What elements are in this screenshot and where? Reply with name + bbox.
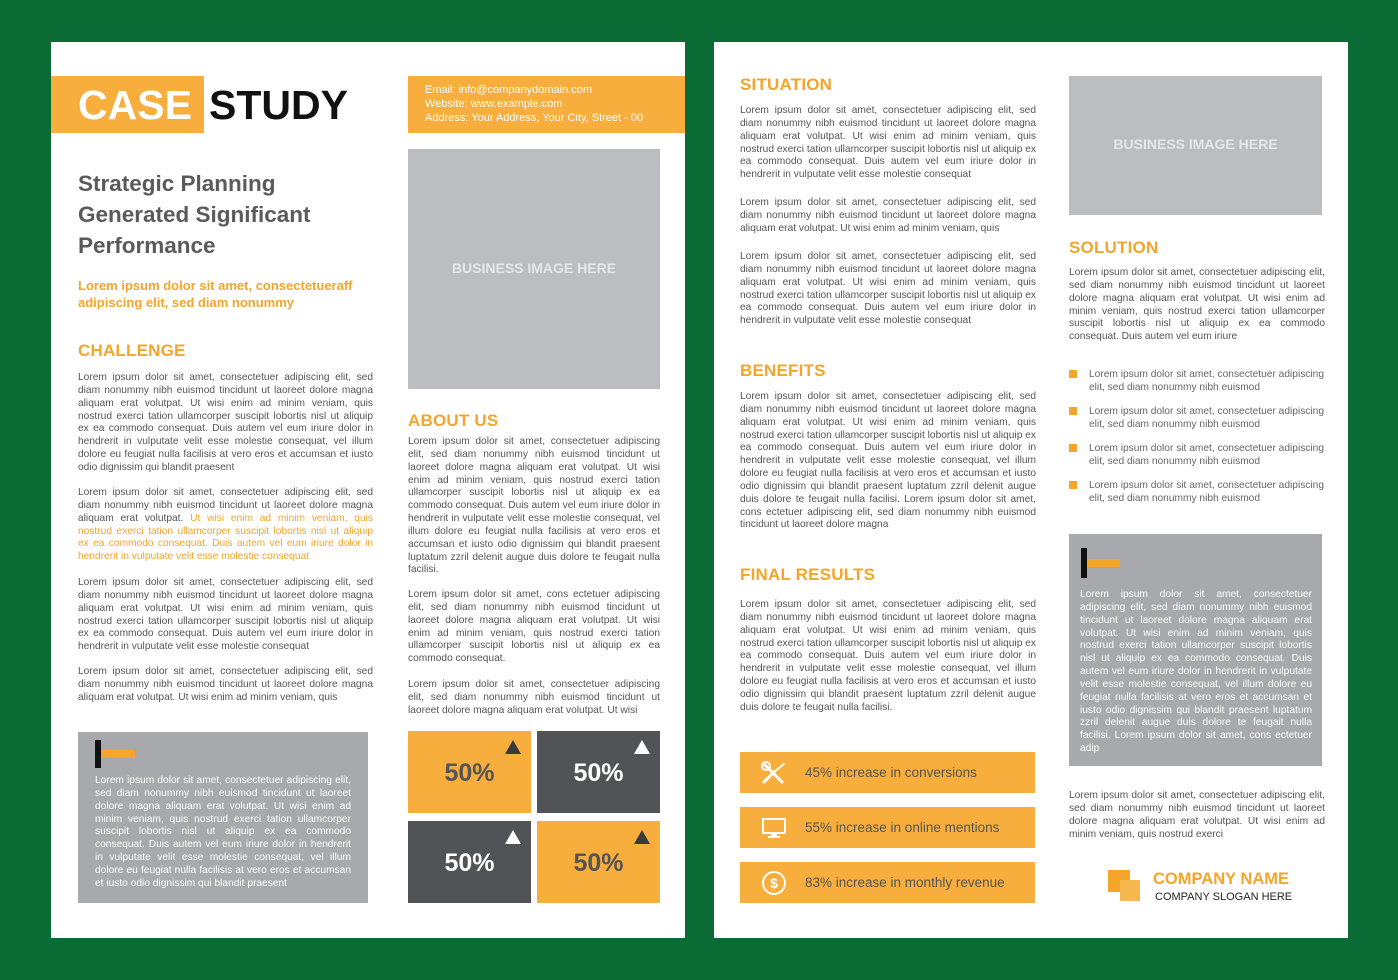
about-paragraph-2: Lorem ipsum dolor sit amet, cons ectetuer adipiscing elit, sed diam nonummy nibh euismod tincidunt ut laoreet dolore magna aliquam erat volutpat. Ut wisi enim ad minim veniam, quis nostrud exerci tation ullamcorper suscipit lobortis nisl ut aliquip ex ea commodo consequat. xyxy=(408,589,660,665)
up-triangle-icon xyxy=(505,830,521,844)
quote-mark-bar xyxy=(1087,559,1120,567)
stat-bar-conversions-label: 45% increase in conversions xyxy=(805,765,977,780)
final-results-paragraph: Lorem ipsum dolor sit amet, consectetuer adipiscing elit, sed diam nonummy nibh euismod tincidunt ut laoreet dolore magna aliquam erat volutpat. Ut wisi enim ad minim veniam, quis nostrud exerci tation ullamcorper suscipit lobortis nisl ut aliquip ex ea commodo consequat. Duis autem vel eum iriure dolor in hendrerit in vulputate velit esse molestie consequat, vel illum dolore eu feugiat nulla facilisis at vero eros et accumsan et iusto odio dignissim qui blandit praesent luptatum zzril delenit augue duis dolore te feugait nulla facilisi. xyxy=(740,599,1036,713)
benefits-paragraph: Lorem ipsum dolor sit amet, consectetuer adipiscing elit, sed diam nonummy nibh euismod tincidunt ut laoreet dolore magna aliquam erat volutpat. Ut wisi enim ad minim veniam, quis nostrud exerci tation ullamcorper suscipit lobortis nisl ut aliquip ex ea commodo consequat. Duis autem vel eum iriure dolor in hendrerit in vulputate velit esse molestie consequat, vel illum dolore eu feugiat nulla facilisis at vero eros et accumsan et iusto odio dignissim qui blandit praesent luptatum zzril delenit augue duis dolore te feugait nulla facilisi. Lorem ipsum dolor sit amet, cons ectetuer adipiscing elit, sed diam nonummy nibh euismod tincidunt ut laoreet dolore magna xyxy=(740,391,1036,531)
title-study: STUDY xyxy=(209,82,348,128)
quote-mark-bar xyxy=(101,750,135,758)
up-triangle-icon xyxy=(634,830,650,844)
dollar-coin-icon xyxy=(760,870,788,896)
business-image-right xyxy=(1069,76,1322,215)
about-paragraph-3: Lorem ipsum dolor sit amet, consectetuer adipiscing elit, sed diam nonummy nibh euismod tincidunt ut laoreet dolore magna aliquam erat volutpat. Ut wisi xyxy=(408,679,660,716)
subhead xyxy=(78,277,353,311)
stat-bar-revenue-label: 83% increase in monthly revenue xyxy=(805,875,1005,890)
challenge-paragraph-2 xyxy=(78,487,373,564)
bullet-square-icon xyxy=(1069,481,1077,489)
headline xyxy=(78,168,311,261)
company-logo-icon xyxy=(1108,870,1142,902)
headline-line-3: Performance xyxy=(78,233,216,258)
situation-paragraph-3: Lorem ipsum dolor sit amet, consectetuer adipiscing elit, sed diam nonummy nibh euismod tincidunt ut laoreet dolore magna aliquam erat volutpat. Ut wisi enim ad minim veniam, quis nostrud exerci tation ullamcorper suscipit lobortis nisl ut aliquip ex ea commodo consequat. Duis autem vel eum iriure dolor in hendrerit in vulputate velit esse molestie consequat xyxy=(740,251,1036,327)
about-title: ABOUT US xyxy=(408,411,499,430)
stat-bar-revenue xyxy=(740,862,1035,903)
challenge-paragraph-1: Lorem ipsum dolor sit amet, consectetuer adipiscing elit, sed diam nonummy nibh euismod tincidunt ut laoreet dolore magna aliquam erat volutpat. Ut wisi enim ad minim veniam, quis nostrud exerci tation ullamcorper suscipit lobortis nisl ut aliquip ex ea commodo consequat. Duis autem vel eum iriure dolor in hendrerit in vulputate velit esse molestie consequat, vel illum dolore eu feugiat nulla facilisis at vero eros et accumsan et iusto odio dignissim qui blandit praesent xyxy=(78,372,373,473)
stat-tile-3-value: 50% xyxy=(444,849,495,877)
situation-paragraph-2: Lorem ipsum dolor sit amet, consectetuer adipiscing elit, sed diam nonummy nibh euismod tincidunt ut laoreet dolore magna aliquam erat volutpat. Ut wisi enim ad minim veniam, quis xyxy=(740,197,1036,234)
up-triangle-icon xyxy=(505,740,521,754)
solution-bullet-2: Lorem ipsum dolor sit amet, consectetuer adipiscing elit, sed diam nonummy nibh euismod xyxy=(1089,406,1324,430)
quote-box-right xyxy=(1069,534,1322,766)
subhead-line-1: Lorem ipsum dolor sit amet, consectetueraff xyxy=(78,278,353,293)
situation-paragraph-1: Lorem ipsum dolor sit amet, consectetuer adipiscing elit, sed diam nonummy nibh euismod tincidunt ut laoreet dolore magna aliquam erat volutpat. Ut wisi enim ad minim veniam, quis nostrud exerci tation ullamcorper suscipit lobortis nisl ut aliquip ex ea commodo consequat. Duis autem vel eum iriure dolor in hendrerit in vulputate velit esse molestie consequat xyxy=(740,105,1036,181)
challenge-paragraph-2-plain: Lorem ipsum dolor sit amet, consectetuer adipiscing elit, sed diam nonummy nibh euismod tincidunt ut laoreet dolore magna aliquam erat volutpat. xyxy=(78,487,373,524)
up-triangle-icon xyxy=(634,740,650,754)
subhead-line-2: adipiscing elit, sed diam nonummy xyxy=(78,295,294,310)
stat-tile-2 xyxy=(537,731,660,813)
solution-bullet-4: Lorem ipsum dolor sit amet, consectetuer adipiscing elit, sed diam nonummy nibh euismod xyxy=(1089,480,1324,504)
stat-tile-1 xyxy=(408,731,531,813)
monitor-icon xyxy=(760,815,788,841)
stat-tile-2-value: 50% xyxy=(573,759,624,787)
business-image-left-label: BUSINESS IMAGE HERE xyxy=(451,260,617,276)
contact-website: Website: www.example.com xyxy=(425,98,563,110)
stat-tile-1-value: 50% xyxy=(444,759,495,787)
stat-bar-conversions xyxy=(740,752,1035,793)
bullet-square-icon xyxy=(1069,370,1077,378)
solution-bullet-1: Lorem ipsum dolor sit amet, consectetuer adipiscing elit, sed diam nonummy nibh euismod xyxy=(1089,369,1324,393)
challenge-paragraph-2-highlight: Ut wisi enim ad minim veniam, quis nostrud exerci tation ullamcorper suscipit lobortis nisl ut aliquip ex ea commodo consequat. Duis autem vel eum iriure dolor in hendrerit in vulputate velit esse molestie consequat xyxy=(78,512,373,563)
challenge-paragraph-4: Lorem ipsum dolor sit amet, consectetuer adipiscing elit, sed diam nonummy nibh euismod tincidunt ut laoreet dolore magna aliquam erat volutpat. Ut wisi enim ad minim veniam, quis xyxy=(78,666,373,703)
about-paragraph-1: Lorem ipsum dolor sit amet, consectetuer adipiscing elit, sed diam nonummy nibh euismod tincidunt ut laoreet dolore magna aliquam erat volutpat. Ut wisi enim ad minim veniam, quis nostrud exerci tation ullamcorper suscipit lobortis nisl ut aliquip ex ea commodo consequat. Duis autem vel eum iriure dolor in hendrerit in vulputate velit esse molestie consequat, vel illum dolore eu feugiat nulla facilisis at vero eros et accumsan et iusto odio dignissim qui blandit praesent luptatum zzril delenit augue duis dolore te feugait nulla facilisi. xyxy=(408,436,660,576)
stat-tile-3 xyxy=(408,821,531,903)
final-results-title: FINAL RESULTS xyxy=(740,565,876,584)
company-slogan: COMPANY SLOGAN HERE xyxy=(1155,891,1293,903)
bullet-square-icon xyxy=(1069,444,1077,452)
situation-title: SITUATION xyxy=(740,75,833,94)
challenge-title: CHALLENGE xyxy=(78,341,186,360)
solution-paragraph: Lorem ipsum dolor sit amet, consectetuer adipiscing elit, sed diam nonummy nibh euismod tincidunt ut laoreet dolore magna aliquam erat volutpat. Ut wisi enim ad minim veniam, quis nostrud exerci tation ullamcorper suscipit lobortis nisl ut aliquip ex ea commodo consequat. Duis autem vel eum iriure xyxy=(1069,267,1325,343)
tools-icon xyxy=(760,760,788,786)
headline-line-1: Strategic Planning xyxy=(78,171,276,196)
svg-text:$: $ xyxy=(770,875,778,891)
contact-email: Email: info@companydomain.com xyxy=(425,84,593,96)
company-name: COMPANY NAME xyxy=(1153,870,1289,888)
quote-box-left-text: Lorem ipsum dolor sit amet, consectetuer adipiscing elit, sed diam nonummy nibh euismod tincidunt ut laoreet dolore magna aliquam erat volutpat. Ut wisi enim ad minim veniam, quis nostrud exerci tation ullamcorper suscipit lobortis nisl ut aliquip ex ea commodo consequat. Duis autem vel eum iriure dolor in hendrerit in vulputate velit esse molestie consequat, vel illum dolore eu feugiat nulla facilisis at vero eros et accumsan et iusto odio dignissim qui blandit praesent xyxy=(95,775,351,889)
bullet-square-icon xyxy=(1069,407,1077,415)
quote-box-right-text: Lorem ipsum dolor sit amet, consectetuer adipiscing elit, sed diam nonummy nibh euismod tincidunt ut laoreet dolore magna aliquam erat volutpat. Ut wisi enim ad minim veniam, quis nostrud exerci tation ullamcorper suscipit lobortis nisl ut aliquip ex ea commodo consequat. Duis autem vel eum iriure dolor in hendrerit in vulputate velit esse molestie consequat, vel illum dolore eu feugiat nulla facilisis at vero eros et accumsan et iusto odio dignissim qui blandit praesent luptatum zzril delenit augue duis dolore te feugait nulla facilisi. Lorem ipsum dolor sit amet, cons ectetuer adip xyxy=(1080,589,1312,755)
stat-bar-mentions xyxy=(740,807,1035,848)
contact-address: Address: Your Address, Your City, Street - 00 xyxy=(425,112,644,124)
stat-bar-mentions-label: 55% increase in online mentions xyxy=(805,820,1000,835)
solution-bullet-3: Lorem ipsum dolor sit amet, consectetuer adipiscing elit, sed diam nonummy nibh euismod xyxy=(1089,443,1324,467)
logo-square-front xyxy=(1120,880,1140,901)
benefits-title: BENEFITS xyxy=(740,361,826,380)
closing-paragraph: Lorem ipsum dolor sit amet, consectetuer adipiscing elit, sed diam nonummy nibh euismod tincidunt ut laoreet dolore magna aliquam erat volutpat. Ut wisi enim ad minim veniam, quis nostrud exerci xyxy=(1069,790,1325,840)
business-image-right-label: BUSINESS IMAGE HERE xyxy=(1113,136,1278,152)
stat-tile-4 xyxy=(537,821,660,903)
title-case: CASE xyxy=(78,82,192,128)
stat-tile-4-value: 50% xyxy=(573,849,624,877)
headline-line-2: Generated Significant xyxy=(78,202,311,227)
solution-title: SOLUTION xyxy=(1069,238,1159,257)
challenge-paragraph-3: Lorem ipsum dolor sit amet, consectetuer adipiscing elit, sed diam nonummy nibh euismod tincidunt ut laoreet dolore magna aliquam erat volutpat. Ut wisi enim ad minim veniam, quis nostrud exerci tation ullamcorper suscipit lobortis nisl ut aliquip ex ea commodo consequat. Duis autem vel eum iriure dolor in hendrerit in vulputate velit esse molestie consequat xyxy=(78,577,373,653)
quote-box-left xyxy=(78,732,368,903)
business-image-left xyxy=(408,149,660,389)
